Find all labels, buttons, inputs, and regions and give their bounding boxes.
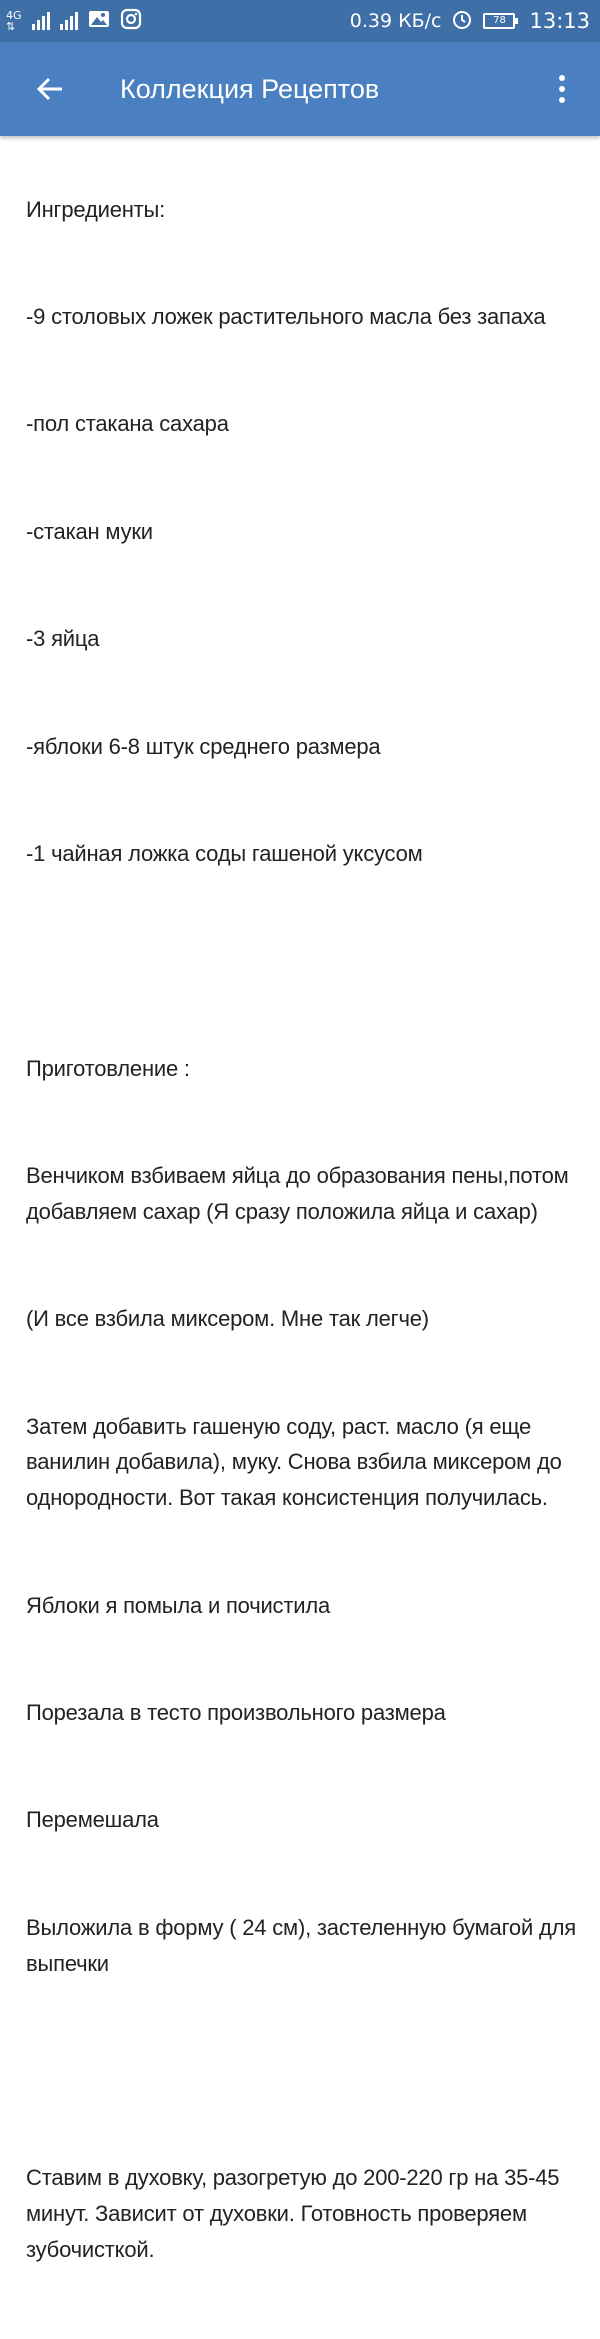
instagram-icon bbox=[120, 8, 142, 34]
status-bar bbox=[0, 0, 600, 42]
signal-icon bbox=[60, 12, 78, 30]
overflow-menu-button[interactable] bbox=[544, 65, 580, 113]
ingredient-item: -1 чайная ложка соды гашеной уксусом bbox=[26, 840, 423, 866]
preparation-step: Затем добавить гашеную соду, раст. масло (я еще ванилин добавила), муку. Снова взбила миксером до однородности. Вот такая консистенция получилась. bbox=[26, 1413, 568, 1511]
preparation-step: Перемешала bbox=[26, 1807, 159, 1833]
more-vertical-icon bbox=[559, 75, 565, 81]
app-bar bbox=[0, 42, 600, 136]
recipe-content[interactable] bbox=[0, 120, 600, 2263]
battery-icon bbox=[483, 13, 515, 29]
signal-icon bbox=[32, 12, 50, 30]
status-right-icons bbox=[350, 8, 590, 35]
preparation-step: Яблоки я помыла и почистила bbox=[26, 1592, 330, 1618]
blank-line bbox=[26, 943, 590, 979]
app-title: Коллекция Рецептов bbox=[120, 73, 380, 104]
preparation-step: (И все взбила миксером. Мне так легче) bbox=[26, 1306, 429, 1332]
blank-line bbox=[26, 2053, 590, 2089]
battery-level: 78 bbox=[493, 15, 506, 26]
arrow-left-icon bbox=[35, 74, 65, 104]
preparation-heading: Приготовление : bbox=[26, 1055, 190, 1081]
ingredient-item: -яблоки 6-8 штук среднего размера bbox=[26, 733, 381, 759]
ingredient-item: -9 столовых ложек растительного масла без запаха bbox=[26, 303, 546, 329]
ingredient-item: -стакан муки bbox=[26, 518, 153, 544]
baking-instructions: Ставим в духовку, разогретую до 200-220 гр на 35-45 минут. Зависит от духовки. Готовность проверяем зубочисткой. bbox=[26, 2165, 566, 2263]
ingredient-item: -пол стакана сахара bbox=[26, 411, 229, 437]
preparation-step: Венчиком взбиваем яйца до образования пены,потом добавляем сахар (Я сразу положила яйца и сахар) bbox=[26, 1163, 575, 1224]
ingredients-heading: Ингредиенты: bbox=[26, 196, 166, 222]
preparation-step: Порезала в тесто произвольного размера bbox=[26, 1700, 446, 1726]
clock: 13:13 bbox=[529, 9, 590, 33]
back-button[interactable] bbox=[26, 65, 74, 113]
ingredient-item: -3 яйца bbox=[26, 626, 100, 652]
alarm-icon bbox=[451, 8, 473, 35]
preparation-step: Выложила в форму ( 24 см), застеленную бумагой для выпечки bbox=[26, 1914, 582, 1976]
image-icon bbox=[88, 10, 110, 32]
status-left-icons bbox=[6, 8, 350, 34]
data-speed: 0.39 КБ/с bbox=[349, 10, 442, 32]
network-type: 4G ⇅ bbox=[6, 9, 22, 33]
recipe-text bbox=[0, 120, 600, 2339]
